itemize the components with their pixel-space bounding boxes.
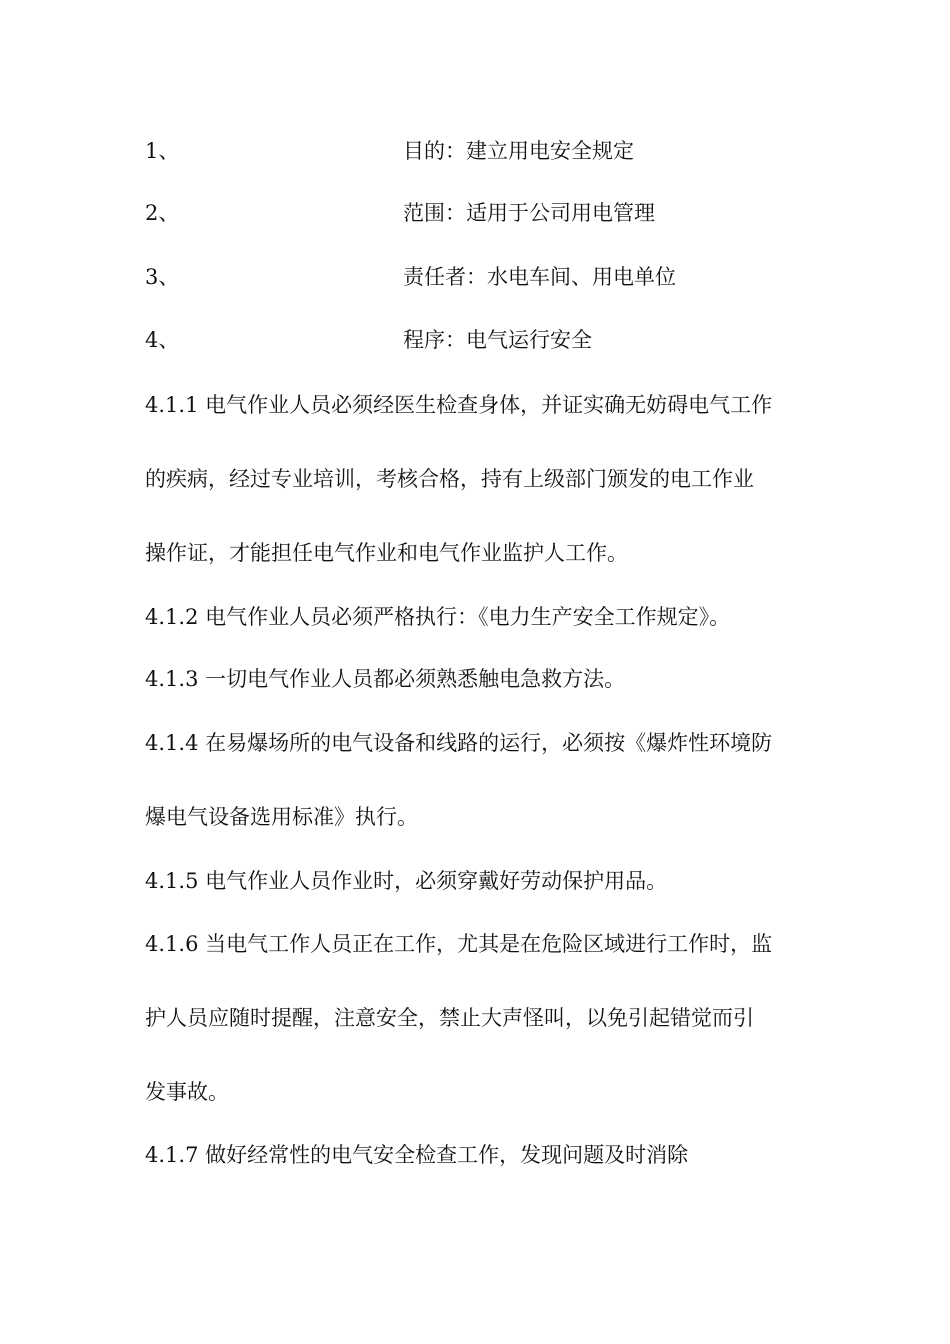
clause-4-1-4 <box>145 728 810 876</box>
paragraph-line: 4.1.3 一切电气作业人员都必须熟悉触电急救方法。 <box>145 667 626 691</box>
clause-4-1-2 <box>145 602 810 632</box>
section-1 <box>145 136 825 166</box>
clause-4-1-6 <box>145 929 810 1151</box>
paragraph-line: 发事故。 <box>145 1080 229 1104</box>
section-text: 目的：建立用电安全规定 <box>403 139 634 163</box>
clause-4-1-3 <box>145 664 810 694</box>
paragraph-line: 4.1.5 电气作业人员作业时，必须穿戴好劳动保护用品。 <box>145 869 668 893</box>
section-text: 责任者：水电车间、用电单位 <box>403 265 676 289</box>
clause-4-1-7 <box>145 1140 810 1170</box>
paragraph-line: 4.1.4 在易爆场所的电气设备和线路的运行，必须按《爆炸性环境防 <box>145 731 773 755</box>
section-4 <box>145 325 825 355</box>
paragraph-line: 4.1.7 做好经常性的电气安全检查工作，发现问题及时消除 <box>145 1143 689 1167</box>
paragraph-line: 的疾病，经过专业培训，考核合格，持有上级部门颁发的电工作业 <box>145 467 754 491</box>
paragraph-line: 4.1.1 电气作业人员必须经医生检查身体，并证实确无妨碍电气工作 <box>145 393 773 417</box>
section-number: 2、 <box>145 201 180 225</box>
clause-4-1-1 <box>145 390 810 612</box>
section-number: 3、 <box>145 265 180 289</box>
paragraph-line: 4.1.6 当电气工作人员正在工作，尤其是在危险区域进行工作时，监 <box>145 932 773 956</box>
section-2 <box>145 198 825 228</box>
section-3 <box>145 262 825 292</box>
section-text: 程序：电气运行安全 <box>403 328 592 352</box>
paragraph-line: 爆电气设备选用标准》执行。 <box>145 805 418 829</box>
paragraph-line: 4.1.2 电气作业人员必须严格执行：《电力生产安全工作规定》。 <box>145 605 731 629</box>
section-number: 4、 <box>145 328 180 352</box>
section-text: 范围：适用于公司用电管理 <box>403 201 655 225</box>
section-number: 1、 <box>145 139 180 163</box>
clause-4-1-5 <box>145 866 810 896</box>
paragraph-line: 操作证，才能担任电气作业和电气作业监护人工作。 <box>145 541 628 565</box>
paragraph-line: 护人员应随时提醒，注意安全，禁止大声怪叫，以免引起错觉而引 <box>145 1006 754 1030</box>
